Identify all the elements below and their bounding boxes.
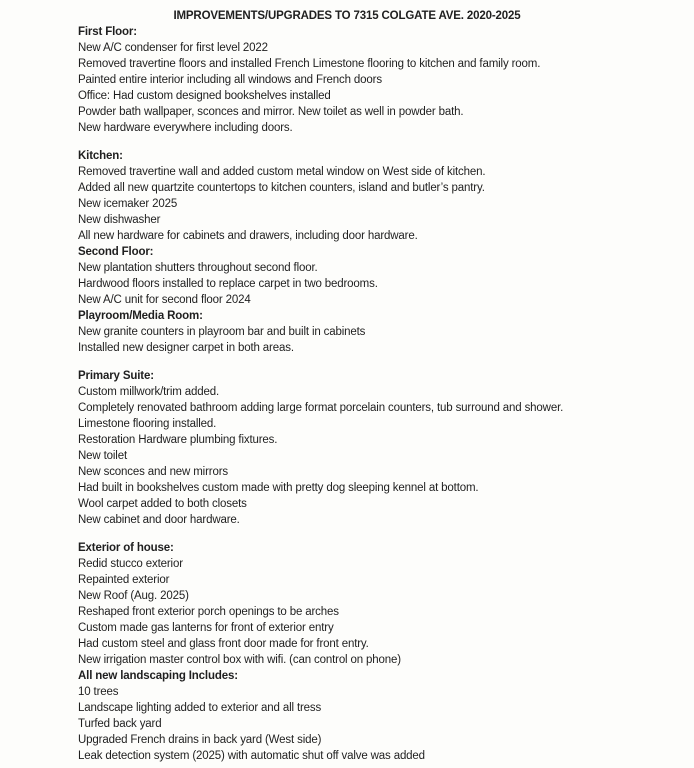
document-line: New icemaker 2025 — [78, 198, 178, 210]
document-line: Removed travertine wall and added custom metal window on West side of kitchen. — [78, 166, 486, 178]
document-line: New sconces and new mirrors — [78, 466, 228, 478]
document-line: Redid stucco exterior — [78, 558, 183, 570]
document-line: 10 trees — [78, 686, 119, 698]
document-line: New toilet — [78, 450, 127, 462]
document-line: Removed travertine floors and installed French Limestone flooring to kitchen and family room. — [78, 58, 541, 70]
section-playroom-media-room — [78, 308, 616, 356]
document-line: New A/C condenser for first level 2022 — [78, 42, 268, 54]
section-exterior-of-house — [78, 540, 616, 668]
section-kitchen — [78, 148, 616, 244]
section-first-floor — [78, 24, 616, 136]
document-line: New A/C unit for second floor 2024 — [78, 294, 251, 306]
document-line: All new hardware for cabinets and drawers, including door hardware. — [78, 230, 418, 242]
document-line: Wool carpet added to both closets — [78, 498, 247, 510]
document-line: Painted entire interior including all windows and French doors — [78, 74, 382, 86]
document-line: New granite counters in playroom bar and built in cabinets — [78, 326, 366, 338]
section-heading: Second Floor: — [78, 246, 154, 258]
document-line: Landscape lighting added to exterior and all tress — [78, 702, 322, 714]
document-line: Custom made gas lanterns for front of exterior entry — [78, 622, 334, 634]
document-line: Restoration Hardware plumbing fixtures. — [78, 434, 278, 446]
document-line: Had built in bookshelves custom made with pretty dog sleeping kennel at bottom. — [78, 482, 479, 494]
document-line: Installed new designer carpet in both areas. — [78, 342, 294, 354]
document-line: New hardware everywhere including doors. — [78, 122, 293, 134]
document-line: Leak detection system (2025) with automatic shut off valve was added — [78, 750, 425, 762]
document-line: New plantation shutters throughout second floor. — [78, 262, 318, 274]
document-line: New cabinet and door hardware. — [78, 514, 240, 526]
section-landscaping — [78, 668, 616, 764]
document-line: Added all new quartzite countertops to kitchen counters, island and butler’s pantry. — [78, 182, 485, 194]
document-line: Reshaped front exterior porch openings to be arches — [78, 606, 339, 618]
document-line: Turfed back yard — [78, 718, 162, 730]
section-heading: Playroom/Media Room: — [78, 310, 203, 322]
section-heading: All new landscaping Includes: — [78, 670, 238, 682]
document-line: Custom millwork/trim added. — [78, 386, 220, 398]
section-heading: Exterior of house: — [78, 542, 174, 554]
section-second-floor — [78, 244, 616, 308]
section-primary-suite — [78, 368, 616, 528]
document-title: IMPROVEMENTS/UPGRADES TO 7315 COLGATE AVE. 2020-2025 — [173, 10, 521, 22]
document-line: Repainted exterior — [78, 574, 170, 586]
document-line: Upgraded French drains in back yard (West side) — [78, 734, 322, 746]
document-line: New irrigation master control box with wifi. (can control on phone) — [78, 654, 401, 666]
document-line: Hardwood floors installed to replace carpet in two bedrooms. — [78, 278, 378, 290]
document-line: New dishwasher — [78, 214, 161, 226]
document-line: New Roof (Aug. 2025) — [78, 590, 189, 602]
document-line: Powder bath wallpaper, sconces and mirror. New toilet as well in powder bath. — [78, 106, 464, 118]
document-line: Completely renovated bathroom adding large format porcelain counters, tub surround and shower. — [78, 402, 564, 414]
document-line: Limestone flooring installed. — [78, 418, 217, 430]
section-heading: Kitchen: — [78, 150, 123, 162]
section-heading: Primary Suite: — [78, 370, 154, 382]
section-heading: First Floor: — [78, 26, 137, 38]
document-line: Had custom steel and glass front door made for front entry. — [78, 638, 369, 650]
document-line: Office: Had custom designed bookshelves installed — [78, 90, 331, 102]
